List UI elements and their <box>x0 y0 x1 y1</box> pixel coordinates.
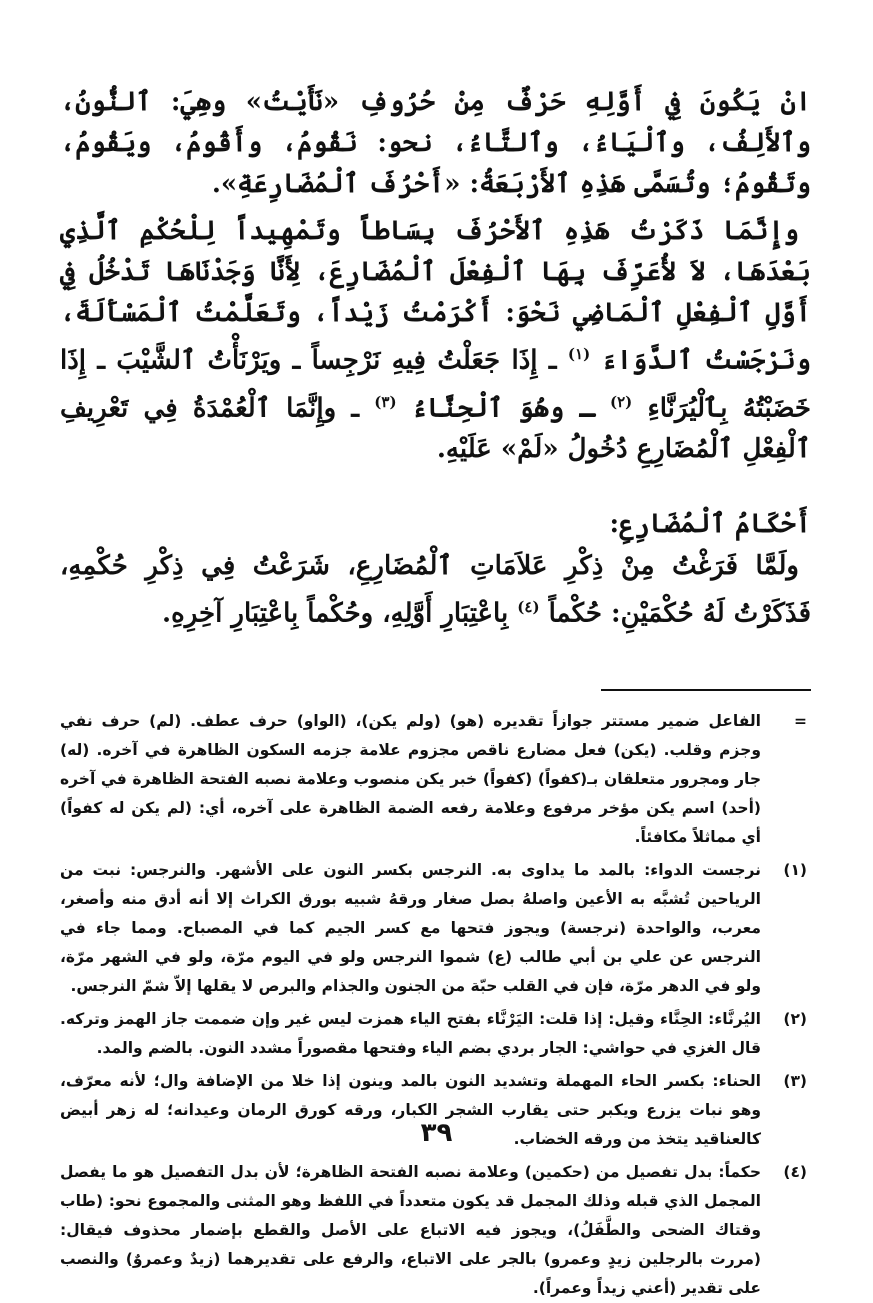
paragraph-1: انْ يَكُونَ فِي أَوَّلِهِ حَرْفٌ مِنْ حُرُوفِ «نَأَيْتُ» وهِيَ: ٱلنُّونُ، وٱلأَلِفُ، وٱلْيَاءُ، وٱلتَّاءُ، نحو: نَقُومُ، وأَقُومُ، ويَقُومُ، وتَقُومُ؛ وتُسَمَّى هَذِهِ ٱلأَرْبَعَةُ: «أَحْرُفَ ٱلْمُضَارِعَةِ». <box>60 87 811 199</box>
footnote-ref-3[interactable]: (٣) <box>374 392 397 411</box>
footnote-text: الفاعل ضمير مستتر جوازاً تقديره (هو) (ولم يكن)، (الواو) حرف عطف. (لم) حرف نفي وجزم وقلب. (يكن) فعل مضارع ناقص مجزوم علامة جزمه السكون الظاهرة في آخره. (له) جار ومجرور متعلقان بـ(كفواً) (كفواً) خبر يكن منصوب وعلامة نصبه الفتحة الظاهرة في آخره (أحد) اسم يكن مؤخر مرفوع وعلامة رفعه الضمة الظاهرة على آخره، أي: (لم يكن له كفواً) أي مماثلاً مكافئاً. <box>60 711 761 846</box>
paragraph-3-part-a: ولَمَّا فَرَغْتُ مِنْ ذِكْرِ عَلاَمَاتِ ٱلْمُضَارِعِ، شَرَعْتُ فِي ذِكْرِ حُكْمِهِ، فَذَكَرْتُ لَهُ حُكْمَيْنِ: حُكْماً <box>60 551 811 629</box>
footnote-ref-4[interactable]: (٤) <box>517 598 540 617</box>
footnote-text: الحناء: بكسر الحاء المهملة وتشديد النون بالمد وينون إذا خلا من الإضافة وال؛ لأنه معرّف، وهو نبات يزرع ويكبر حتى يقارب الشجر الكبار، ورقه كورق الرمان وعيدانه؛ له زهر أبيض كالعناقيد يتخذ من ورقه الخضاب. <box>60 1071 761 1148</box>
paragraph-2-part-c: ـ وهُوَ ٱلْحِنَّاءُ <box>411 393 595 424</box>
footnote-2 <box>60 1005 811 1063</box>
footnote-text: حكماً: بدل تفصيل من (حكمين) وعلامة نصبه الفتحة الظاهرة؛ لأن بدل التفصيل هو ما يفصل المجمل الذي قبله وذلك المجمل قد يكون متعدداً في اللفظ وهو المثنى والمجموع نحو: (طاب وقتاك الضحى والطَّفَلُ)، ويجوز فيه الاتباع على الأصل والقطع بإضمار محذوف فيقال: (مررت بالرجلين زيدٍ وعمرو) بالجر على الاتباع، والرفع على تقديرهما (زيدٌ وعمروٌ) والنصب على تقدير (أعني زيداً وعمراً). <box>60 1162 761 1297</box>
paragraph-3-part-b: بِاعْتِبَارِ أَوَّلِهِ، وحُكْماً بِاعْتِبَارِ آخِرِهِ. <box>162 598 509 629</box>
paragraph-3 <box>60 546 811 635</box>
footnote-4 <box>60 1158 811 1303</box>
paragraph-2-part-b: ـ إِذَا جَعَلْتُ فِيهِ نَرْجِساً ـ ويَرْنَأْتُ ٱلشَّيْبَ ـ إِذَا خَضَبْتُهُ بِٱلْيُرَنَّاءِ <box>60 345 811 424</box>
book-page <box>60 82 811 1297</box>
footnote-mark: (٢) <box>783 1009 807 1028</box>
section-heading: أَحْكَامُ ٱلْمُضَارِعِ: <box>609 509 811 540</box>
main-text <box>60 82 811 635</box>
page-number: ٣٩ <box>420 1118 453 1148</box>
footnotes <box>60 707 811 1303</box>
footnote-continued <box>60 707 811 852</box>
footnote-ref-1[interactable]: (١) <box>567 345 591 363</box>
footnote-ref-2[interactable]: (٢) <box>609 392 633 411</box>
footnote-mark: (١) <box>783 860 807 879</box>
footnote-mark: (٤) <box>783 1162 807 1181</box>
paragraph-2-part-d: ـ وإِنَّمَا ٱلْعُمْدَةُ فِي تَعْرِيفِ ٱلْفِعْلِ ٱلْمُضَارِعِ دُخُولُ «لَمْ» عَلَيْهِ. <box>60 393 811 465</box>
paragraph-2-part-a: وإِنَّمَا ذَكَرْتُ هَذِهِ ٱلأَحْرُفَ بِسَاطاً وتَمْهِيداً لِلْحُكْمِ ٱلَّذِي بَعْدَهَا، لاَ لأُعَرِّفَ بِهَا ٱلْفِعْلَ ٱلْمُضَارِعَ، لِأَنَّا وَجَدْنَاهَا تَدْخُلُ فِي أَوَّلِ ٱلْفِعْلِ ٱلْمَاضِي نَحْوَ: أَكْرَمْتُ زَيْداً، وتَعَلَّمْتُ ٱلْمَسْأَلَةَ، ونَرْجَسْتُ ٱلدَّوَاءَ <box>60 216 811 376</box>
footnote-text: اليُرنَّاء: الحِنَّاء وقيل: إذا قلت: اليَرْنَّاء بفتح الياء همزت ليس غير وإن ضممت جاز الهمز وتركه. قال الغزي في حواشي: الجار بردي بضم الياء وفتحها مقصوراً مشدد النون. بالضم والمد. <box>60 1009 761 1057</box>
footnote-divider <box>601 689 811 691</box>
footnote-mark: = <box>794 711 807 730</box>
paragraph-2 <box>60 211 811 470</box>
footnote-text: نرجست الدواء: بالمد ما يداوى به. النرجس بكسر النون على الأشهر. والنرجس: نبت من الرياحين تُشبَّه به الأعين واصلهُ بصل صغار ورقهُ شبيه بورق الكراث إلا أنه أدق منه وأصغر، معرب، والواحدة (نرجسة) ويجوز فتحها مع كسر الجيم كما في المصباح. ومما جاء في النرجس عن علي بن أبي طالب (ع) شموا النرجس ولو في اليوم مرّة، ولو في الشهر مرّة، ولو في الدهر مرّة، فإن في القلب حبّة من الجنون والجذام والبرص لا يقلها إلاّ شمّ النرجس. <box>60 860 761 995</box>
footnote-1 <box>60 856 811 1001</box>
footnote-mark: (٣) <box>783 1071 807 1090</box>
